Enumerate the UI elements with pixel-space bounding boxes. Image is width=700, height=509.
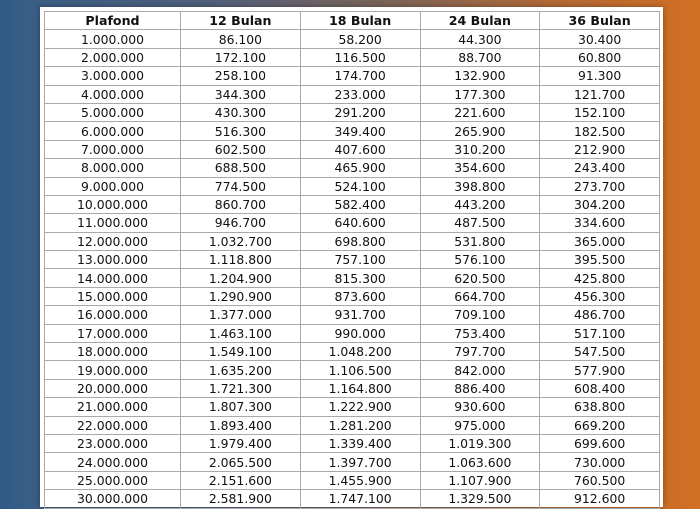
cell-24-bulan: 1.063.600 bbox=[420, 453, 540, 471]
cell-12-bulan: 2.065.500 bbox=[181, 453, 301, 471]
cell-plafond: 16.000.000 bbox=[45, 306, 181, 324]
cell-plafond: 22.000.000 bbox=[45, 416, 181, 434]
cell-24-bulan: 1.329.500 bbox=[420, 490, 540, 508]
table-row bbox=[45, 251, 660, 269]
cell-36-bulan: 273.700 bbox=[540, 177, 660, 195]
cell-18-bulan: 233.000 bbox=[300, 85, 420, 103]
cell-18-bulan: 349.400 bbox=[300, 122, 420, 140]
cell-24-bulan: 930.600 bbox=[420, 398, 540, 416]
cell-12-bulan: 258.100 bbox=[181, 67, 301, 85]
cell-12-bulan: 602.500 bbox=[181, 140, 301, 158]
table-row bbox=[45, 434, 660, 452]
cell-12-bulan: 688.500 bbox=[181, 159, 301, 177]
cell-18-bulan: 58.200 bbox=[300, 30, 420, 48]
cell-24-bulan: 487.500 bbox=[420, 214, 540, 232]
cell-plafond: 3.000.000 bbox=[45, 67, 181, 85]
table-row bbox=[45, 453, 660, 471]
cell-24-bulan: 886.400 bbox=[420, 379, 540, 397]
cell-24-bulan: 531.800 bbox=[420, 232, 540, 250]
header-18-bulan: 18 Bulan bbox=[300, 12, 420, 30]
cell-12-bulan: 516.300 bbox=[181, 122, 301, 140]
cell-36-bulan: 486.700 bbox=[540, 306, 660, 324]
cell-plafond: 11.000.000 bbox=[45, 214, 181, 232]
cell-36-bulan: 304.200 bbox=[540, 195, 660, 213]
cell-plafond: 1.000.000 bbox=[45, 30, 181, 48]
cell-24-bulan: 797.700 bbox=[420, 343, 540, 361]
cell-36-bulan: 638.800 bbox=[540, 398, 660, 416]
cell-24-bulan: 88.700 bbox=[420, 48, 540, 66]
cell-36-bulan: 395.500 bbox=[540, 251, 660, 269]
cell-36-bulan: 669.200 bbox=[540, 416, 660, 434]
cell-36-bulan: 425.800 bbox=[540, 269, 660, 287]
table-row bbox=[45, 214, 660, 232]
table-row bbox=[45, 195, 660, 213]
installment-table bbox=[44, 11, 660, 509]
cell-36-bulan: 243.400 bbox=[540, 159, 660, 177]
cell-24-bulan: 1.107.900 bbox=[420, 471, 540, 489]
cell-18-bulan: 1.747.100 bbox=[300, 490, 420, 508]
cell-36-bulan: 517.100 bbox=[540, 324, 660, 342]
cell-plafond: 8.000.000 bbox=[45, 159, 181, 177]
cell-36-bulan: 182.500 bbox=[540, 122, 660, 140]
cell-18-bulan: 815.300 bbox=[300, 269, 420, 287]
cell-18-bulan: 640.600 bbox=[300, 214, 420, 232]
header-36-bulan: 36 Bulan bbox=[540, 12, 660, 30]
cell-12-bulan: 2.581.900 bbox=[181, 490, 301, 508]
cell-24-bulan: 664.700 bbox=[420, 287, 540, 305]
cell-plafond: 19.000.000 bbox=[45, 361, 181, 379]
cell-24-bulan: 576.100 bbox=[420, 251, 540, 269]
table-row bbox=[45, 85, 660, 103]
cell-18-bulan: 990.000 bbox=[300, 324, 420, 342]
cell-24-bulan: 265.900 bbox=[420, 122, 540, 140]
cell-12-bulan: 1.635.200 bbox=[181, 361, 301, 379]
cell-36-bulan: 365.000 bbox=[540, 232, 660, 250]
cell-18-bulan: 291.200 bbox=[300, 103, 420, 121]
table-row bbox=[45, 398, 660, 416]
table-row bbox=[45, 287, 660, 305]
cell-plafond: 5.000.000 bbox=[45, 103, 181, 121]
cell-36-bulan: 760.500 bbox=[540, 471, 660, 489]
cell-18-bulan: 465.900 bbox=[300, 159, 420, 177]
cell-plafond: 18.000.000 bbox=[45, 343, 181, 361]
table-row bbox=[45, 48, 660, 66]
cell-18-bulan: 698.800 bbox=[300, 232, 420, 250]
cell-12-bulan: 1.463.100 bbox=[181, 324, 301, 342]
cell-18-bulan: 116.500 bbox=[300, 48, 420, 66]
cell-36-bulan: 577.900 bbox=[540, 361, 660, 379]
table-row bbox=[45, 471, 660, 489]
cell-24-bulan: 753.400 bbox=[420, 324, 540, 342]
cell-18-bulan: 1.397.700 bbox=[300, 453, 420, 471]
cell-36-bulan: 608.400 bbox=[540, 379, 660, 397]
cell-12-bulan: 1.721.300 bbox=[181, 379, 301, 397]
table-row bbox=[45, 324, 660, 342]
cell-plafond: 23.000.000 bbox=[45, 434, 181, 452]
cell-12-bulan: 344.300 bbox=[181, 85, 301, 103]
cell-12-bulan: 1.377.000 bbox=[181, 306, 301, 324]
cell-36-bulan: 212.900 bbox=[540, 140, 660, 158]
cell-36-bulan: 699.600 bbox=[540, 434, 660, 452]
table-row bbox=[45, 343, 660, 361]
table-header-row bbox=[45, 12, 660, 30]
cell-36-bulan: 60.800 bbox=[540, 48, 660, 66]
table-row bbox=[45, 30, 660, 48]
cell-24-bulan: 620.500 bbox=[420, 269, 540, 287]
cell-18-bulan: 873.600 bbox=[300, 287, 420, 305]
table-row bbox=[45, 379, 660, 397]
cell-24-bulan: 132.900 bbox=[420, 67, 540, 85]
cell-plafond: 13.000.000 bbox=[45, 251, 181, 269]
cell-12-bulan: 1.893.400 bbox=[181, 416, 301, 434]
cell-36-bulan: 547.500 bbox=[540, 343, 660, 361]
table-sheet bbox=[40, 7, 663, 507]
cell-plafond: 21.000.000 bbox=[45, 398, 181, 416]
cell-36-bulan: 91.300 bbox=[540, 67, 660, 85]
table-row bbox=[45, 140, 660, 158]
cell-24-bulan: 354.600 bbox=[420, 159, 540, 177]
cell-plafond: 6.000.000 bbox=[45, 122, 181, 140]
cell-12-bulan: 946.700 bbox=[181, 214, 301, 232]
cell-36-bulan: 152.100 bbox=[540, 103, 660, 121]
cell-plafond: 14.000.000 bbox=[45, 269, 181, 287]
table-row bbox=[45, 306, 660, 324]
header-12-bulan: 12 Bulan bbox=[181, 12, 301, 30]
cell-24-bulan: 310.200 bbox=[420, 140, 540, 158]
cell-plafond: 7.000.000 bbox=[45, 140, 181, 158]
cell-36-bulan: 121.700 bbox=[540, 85, 660, 103]
cell-12-bulan: 430.300 bbox=[181, 103, 301, 121]
table-row bbox=[45, 232, 660, 250]
header-24-bulan: 24 Bulan bbox=[420, 12, 540, 30]
cell-24-bulan: 975.000 bbox=[420, 416, 540, 434]
table-row bbox=[45, 67, 660, 85]
cell-24-bulan: 44.300 bbox=[420, 30, 540, 48]
cell-12-bulan: 1.290.900 bbox=[181, 287, 301, 305]
cell-12-bulan: 1.807.300 bbox=[181, 398, 301, 416]
cell-12-bulan: 1.032.700 bbox=[181, 232, 301, 250]
cell-18-bulan: 1.222.900 bbox=[300, 398, 420, 416]
cell-plafond: 24.000.000 bbox=[45, 453, 181, 471]
cell-12-bulan: 2.151.600 bbox=[181, 471, 301, 489]
cell-36-bulan: 730.000 bbox=[540, 453, 660, 471]
cell-plafond: 17.000.000 bbox=[45, 324, 181, 342]
cell-plafond: 20.000.000 bbox=[45, 379, 181, 397]
cell-plafond: 9.000.000 bbox=[45, 177, 181, 195]
cell-12-bulan: 172.100 bbox=[181, 48, 301, 66]
cell-12-bulan: 774.500 bbox=[181, 177, 301, 195]
cell-24-bulan: 177.300 bbox=[420, 85, 540, 103]
cell-18-bulan: 1.048.200 bbox=[300, 343, 420, 361]
cell-plafond: 30.000.000 bbox=[45, 490, 181, 508]
table-row bbox=[45, 159, 660, 177]
cell-18-bulan: 1.164.800 bbox=[300, 379, 420, 397]
cell-36-bulan: 912.600 bbox=[540, 490, 660, 508]
table-row bbox=[45, 361, 660, 379]
cell-36-bulan: 30.400 bbox=[540, 30, 660, 48]
cell-plafond: 12.000.000 bbox=[45, 232, 181, 250]
cell-plafond: 4.000.000 bbox=[45, 85, 181, 103]
cell-12-bulan: 860.700 bbox=[181, 195, 301, 213]
cell-24-bulan: 1.019.300 bbox=[420, 434, 540, 452]
cell-18-bulan: 1.106.500 bbox=[300, 361, 420, 379]
cell-24-bulan: 221.600 bbox=[420, 103, 540, 121]
cell-12-bulan: 1.549.100 bbox=[181, 343, 301, 361]
table-row bbox=[45, 177, 660, 195]
cell-24-bulan: 398.800 bbox=[420, 177, 540, 195]
cell-18-bulan: 1.339.400 bbox=[300, 434, 420, 452]
cell-plafond: 25.000.000 bbox=[45, 471, 181, 489]
header-plafond: Plafond bbox=[45, 12, 181, 30]
cell-plafond: 2.000.000 bbox=[45, 48, 181, 66]
cell-36-bulan: 334.600 bbox=[540, 214, 660, 232]
cell-18-bulan: 757.100 bbox=[300, 251, 420, 269]
table-row bbox=[45, 490, 660, 508]
cell-24-bulan: 709.100 bbox=[420, 306, 540, 324]
table-row bbox=[45, 269, 660, 287]
cell-18-bulan: 524.100 bbox=[300, 177, 420, 195]
cell-12-bulan: 1.979.400 bbox=[181, 434, 301, 452]
cell-12-bulan: 1.118.800 bbox=[181, 251, 301, 269]
cell-plafond: 10.000.000 bbox=[45, 195, 181, 213]
cell-36-bulan: 456.300 bbox=[540, 287, 660, 305]
cell-12-bulan: 86.100 bbox=[181, 30, 301, 48]
cell-18-bulan: 174.700 bbox=[300, 67, 420, 85]
cell-plafond: 15.000.000 bbox=[45, 287, 181, 305]
cell-24-bulan: 443.200 bbox=[420, 195, 540, 213]
table-row bbox=[45, 416, 660, 434]
cell-18-bulan: 931.700 bbox=[300, 306, 420, 324]
cell-12-bulan: 1.204.900 bbox=[181, 269, 301, 287]
cell-18-bulan: 582.400 bbox=[300, 195, 420, 213]
cell-18-bulan: 1.281.200 bbox=[300, 416, 420, 434]
table-row bbox=[45, 103, 660, 121]
cell-24-bulan: 842.000 bbox=[420, 361, 540, 379]
cell-18-bulan: 1.455.900 bbox=[300, 471, 420, 489]
table-row bbox=[45, 122, 660, 140]
cell-18-bulan: 407.600 bbox=[300, 140, 420, 158]
